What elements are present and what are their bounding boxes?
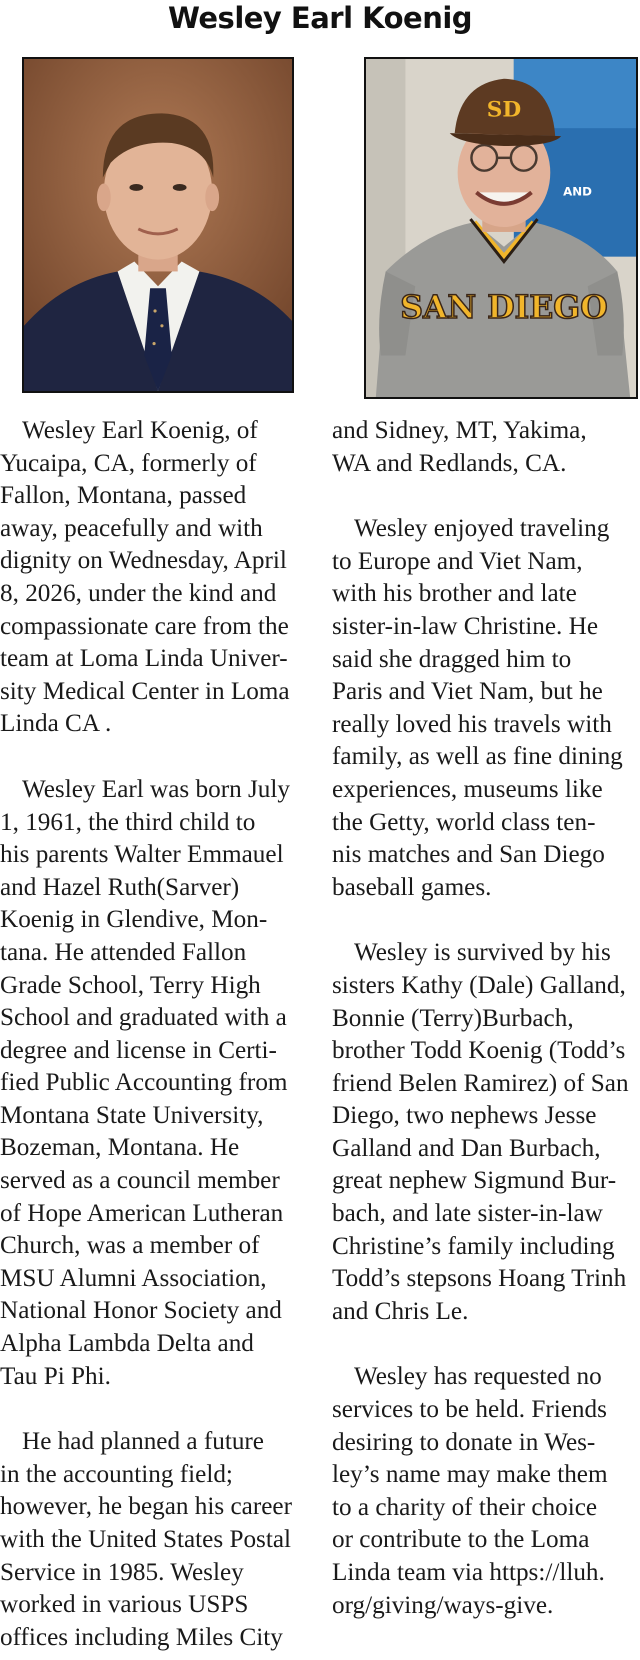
text-line: 8, 2026, under the kind and [0,579,277,607]
text-line: Wesley has requested no [354,1363,602,1391]
text-line: his parents Walter Emmauel [0,841,284,869]
text-line: Christine’s family including [332,1232,615,1260]
text-line: with his brother and late [332,580,577,608]
text-line: Koenig in Glendive, Mon- [0,906,268,934]
text-line: really loved his travels with [332,710,612,738]
text-line: sister-in-law Christine. He [332,612,599,640]
text-line: Montana State University, [0,1101,264,1129]
text-line: with the United States Postal [0,1526,292,1553]
text-line: in the accounting field; [0,1460,233,1488]
text-line: School and graduated with a [0,1004,287,1032]
text-line: desiring to donate in Wes- [332,1428,596,1456]
text-line: ley’s name may make them [332,1461,608,1489]
text-line: Church, was a member of [0,1232,260,1260]
background-sign-text: AND [563,184,592,199]
text-line: bach, and late sister-in-law [332,1200,603,1228]
obituary-title: Wesley Earl Koenig [167,1,473,35]
jersey-text: SAN DIEGO [400,288,608,326]
text-line: Todd’s stepsons Hoang Trinh [332,1265,627,1293]
text-line: fied Public Accounting from [0,1069,288,1097]
text-line: National Honor Society and [0,1297,282,1325]
text-line: Bonnie (Terry)Burbach, [332,1004,574,1032]
text-line: Wesley Earl was born July [22,775,290,803]
paragraph-gap [332,1328,638,1361]
text-line: friend Belen Ramirez) of San [332,1069,629,1097]
text-line: and Hazel Ruth(Sarver) [0,873,240,901]
text-line: Alpha Lambda Delta and [0,1330,254,1358]
text-line: however, he began his career [0,1493,292,1521]
portrait-young-photo [22,57,294,393]
text-line: Bozeman, Montana. He [0,1134,240,1162]
text-line: Galland and Dan Burbach, [332,1134,601,1162]
paragraph-gap [0,741,306,774]
text-line: great nephew Sigmund Bur- [332,1167,617,1195]
cap-logo: SD [486,97,522,123]
text-line: degree and license in Certi- [0,1036,277,1064]
text-line: the Getty, world class ten- [332,808,596,836]
text-line: team at Loma Linda Univer- [0,645,288,673]
text-line: Tau Pi Phi. [0,1362,111,1390]
text-line: dignity on Wednesday, April [0,547,287,575]
text-line: away, peacefully and with [0,514,263,542]
text-line: Paris and Viet Nam, but he [332,678,603,706]
text-line: WA and Redlands, CA. [332,449,567,477]
text-line: to a charity of their choice [332,1493,598,1521]
portrait-older-photo [364,57,638,399]
text-line: MSU Alumni Association, [0,1264,267,1292]
text-line: Wesley Earl Koenig, of [22,417,258,444]
text-line: to Europe and Viet Nam, [332,547,583,575]
text-line: Wesley enjoyed traveling [354,515,610,543]
text-line: Wesley is survived by his [354,939,611,967]
text-line: and Chris Le. [332,1297,469,1325]
obituary-column-right [332,415,638,1622]
text-line: served as a council member [0,1167,280,1195]
text-line: baseball games. [332,873,492,901]
text-line: org/giving/ways-give. [332,1591,554,1619]
text-line: He had planned a future [22,1428,264,1456]
text-line: said she dragged him to [332,645,572,673]
text-line: Diego, two nephews Jesse [332,1102,597,1130]
paragraph-gap [332,904,638,937]
text-line: brother Todd Koenig (Todd’s [332,1037,626,1065]
text-line: tana. He attended Fallon [0,938,247,966]
text-line: family, as well as fine dining [332,743,623,771]
text-line: sity Medical Center in Loma [0,677,290,705]
portrait-padres-cap-icon [366,59,636,397]
text-line: nis matches and San Diego [332,841,605,869]
obituary-column-left [0,415,306,1654]
text-line: 1, 1961, the third child to [0,808,256,836]
text-line: worked in various USPS [0,1591,249,1619]
text-line: of Hope American Lutheran [0,1199,284,1227]
text-line: experiences, museums like [332,775,603,803]
text-line: compassionate care from the [0,612,289,640]
text-line: Grade School, Terry High [0,971,261,999]
text-line: services to be held. Friends [332,1396,607,1424]
text-line: Yucaipa, CA, formerly of [0,449,257,477]
text-line: Service in 1985. Wesley [0,1558,244,1586]
text-line: and Sidney, MT, Yakima, [332,417,587,444]
text-line: or contribute to the Loma [332,1526,590,1554]
text-line: offices including Miles City [0,1623,283,1651]
paragraph-gap [332,480,638,513]
portrait-young-suit-icon [24,59,292,391]
text-line: sisters Kathy (Dale) Galland, [332,971,626,999]
text-line: Linda team via https://lluh. [332,1559,605,1586]
text-line: Fallon, Montana, passed [0,482,247,510]
paragraph-gap [0,1393,306,1426]
text-line: Linda CA . [0,710,112,738]
